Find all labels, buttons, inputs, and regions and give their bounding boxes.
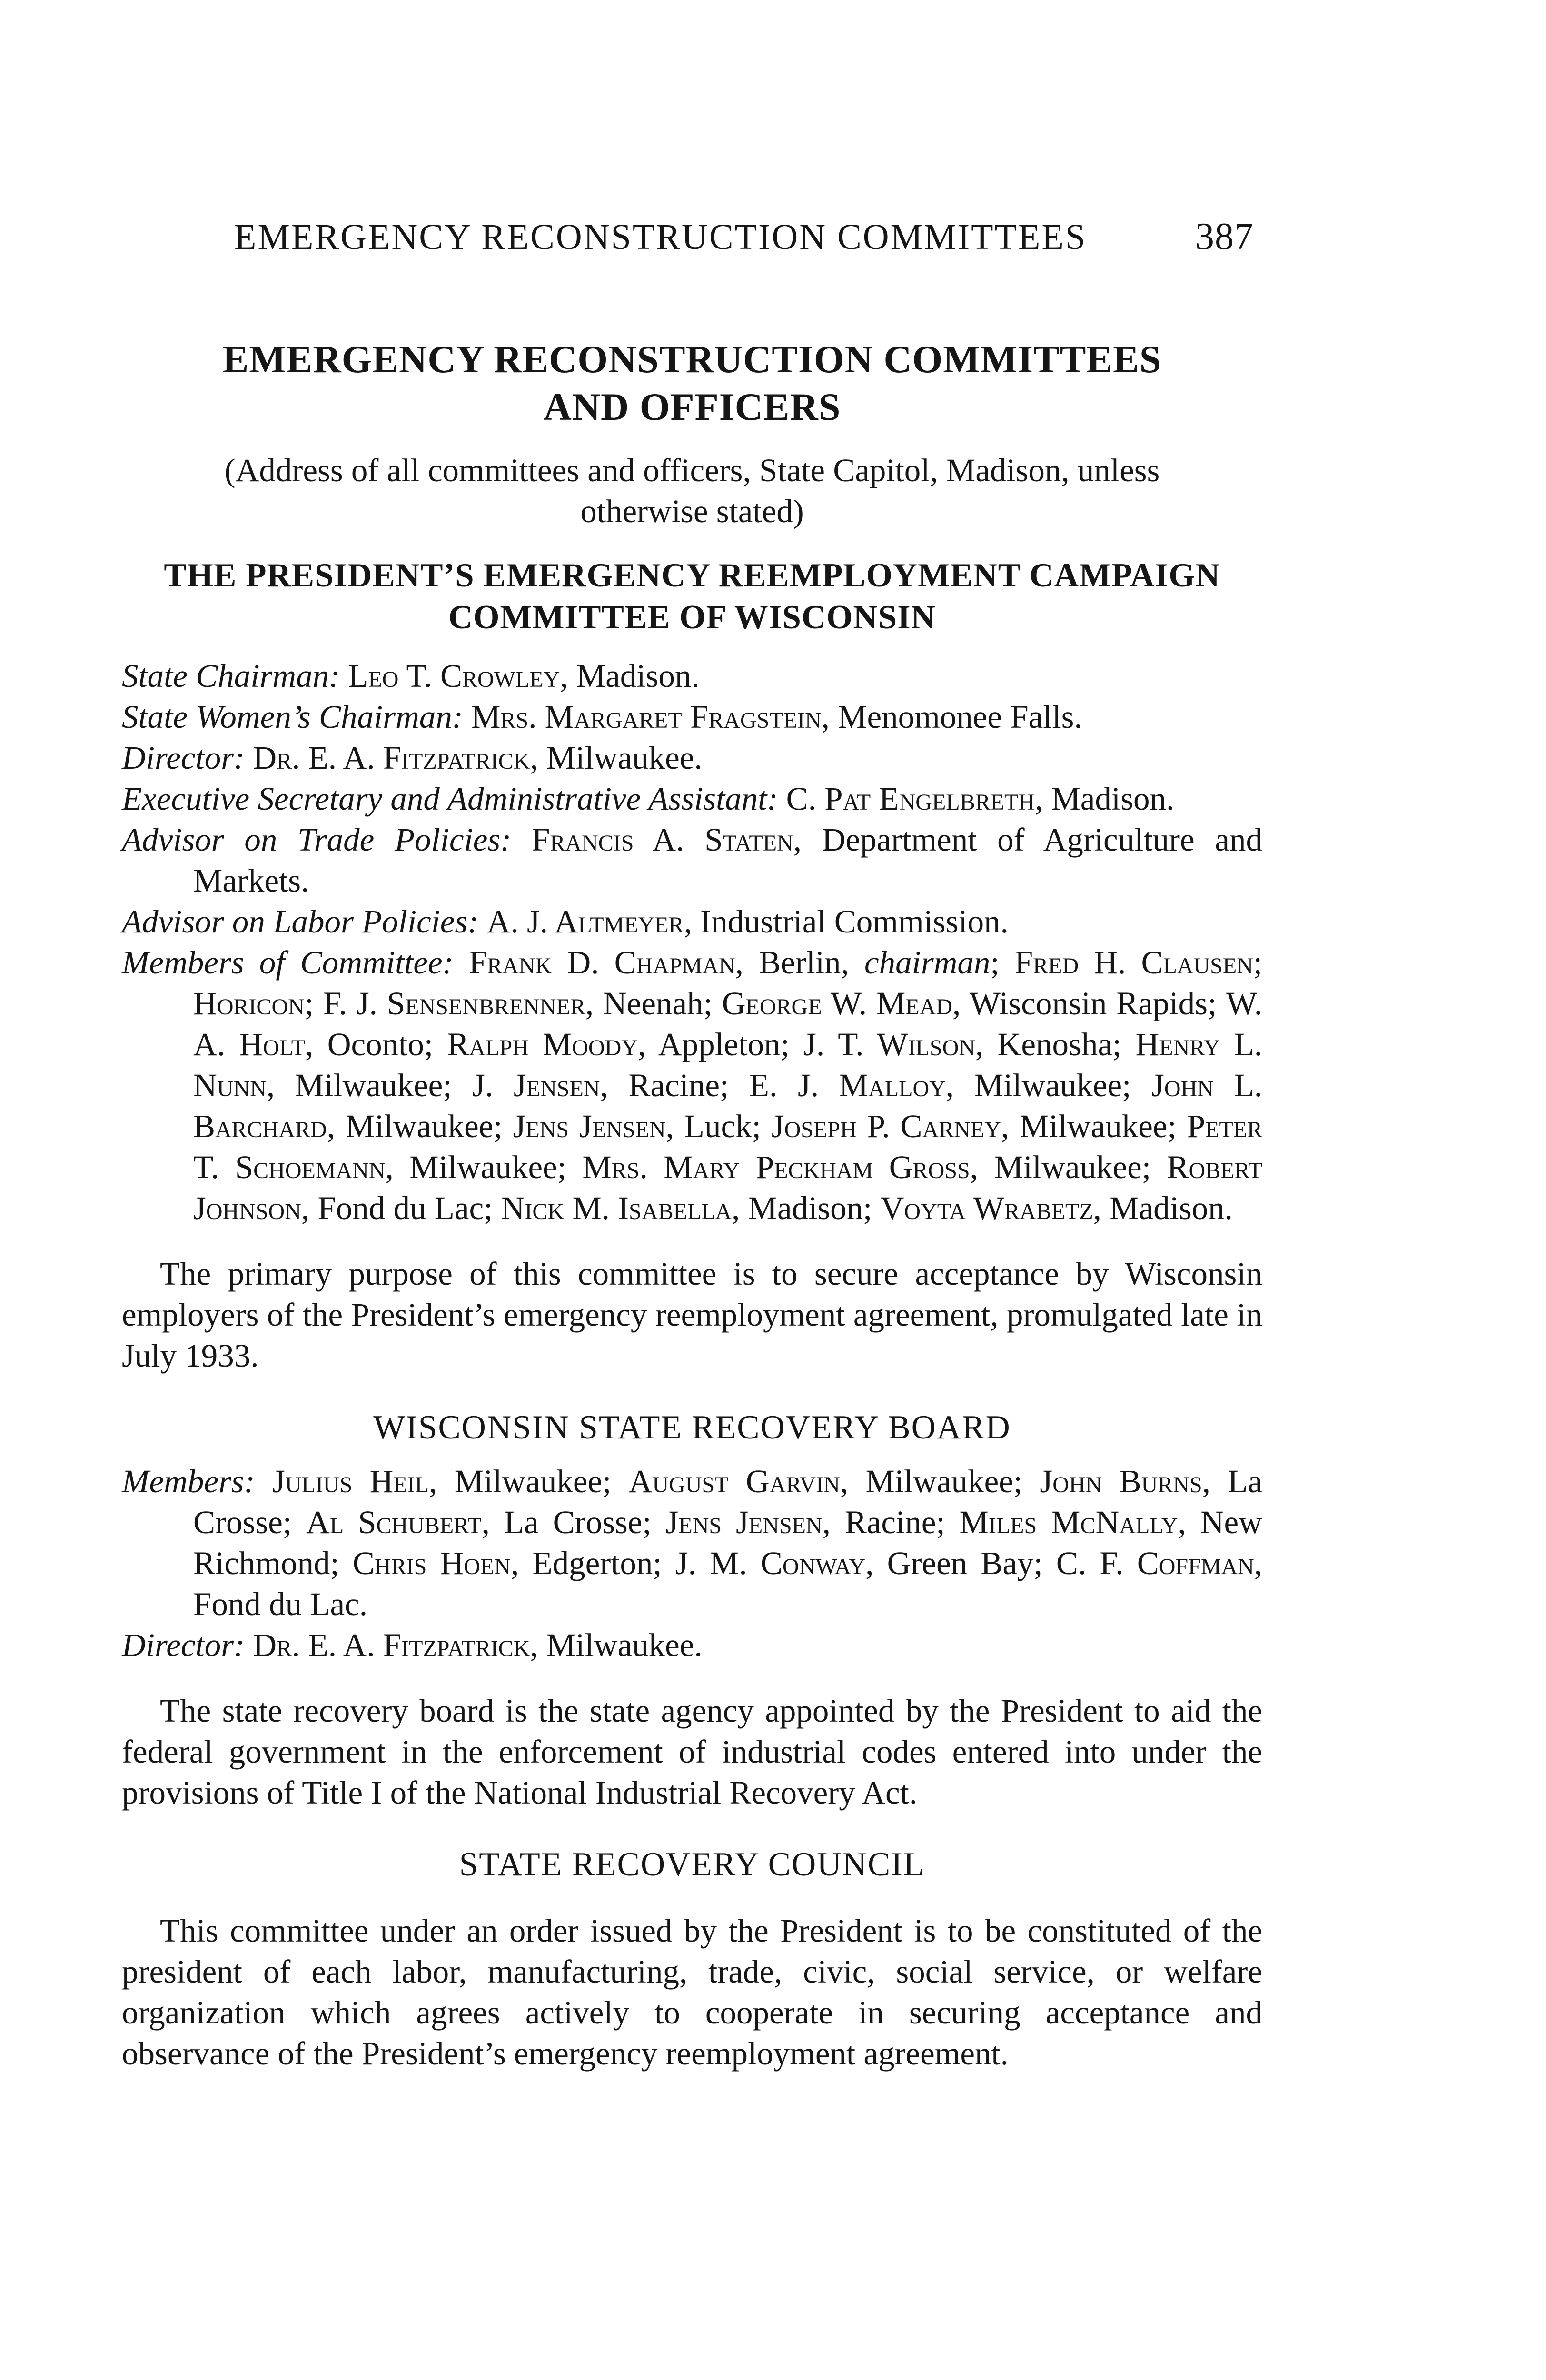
member-entry: Ralph Moody, Appleton;: [447, 1026, 804, 1062]
officer-name: Mrs. Margaret Fragstein: [471, 699, 822, 735]
running-head-title: EMERGENCY RECONSTRUCTION COMMITTEES: [234, 217, 1087, 257]
member-entry: J. Jensen, Racine;: [472, 1067, 749, 1103]
officer-name: C. Pat Engelbreth: [786, 781, 1035, 817]
committee-purpose-paragraph: The primary purpose of this committee is to secure acceptance by Wisconsin employers of the President’s emergency reemployment agreement, promulgated late in July 1933.: [122, 1256, 1262, 1374]
member-place: Racine: [844, 1504, 936, 1540]
section-title-line-1: THE PRESIDENT’S EMERGENCY REEMPLOYMENT CAMPAIGN: [164, 557, 1220, 594]
member-place: Fond du Lac: [317, 1190, 484, 1226]
member-entry: Henry L. Nunn, Milwaukee;: [193, 1026, 1263, 1103]
officer-name: Francis A. Staten: [531, 822, 793, 858]
main-title-line-2: AND OFFICERS: [543, 385, 841, 428]
member-name: Jens Jensen: [513, 1108, 666, 1144]
member-name: Frank D. Chapman: [468, 944, 735, 981]
page-body: [122, 336, 1262, 2074]
member-place: La Crosse: [504, 1504, 643, 1540]
board-director-entry: [122, 1625, 1262, 1666]
member-name: Nick M. Isabella: [501, 1190, 732, 1226]
member-entry: Chris Hoen, Edgerton;: [352, 1545, 675, 1581]
member-entry: F. J. Sensenbrenner, Neenah;: [323, 985, 722, 1021]
member-place: Milwaukee: [409, 1149, 557, 1185]
officer-name: A. J. Altmeyer: [486, 903, 684, 940]
member-entry: Peter T. Schoemann, Milwaukee;: [193, 1108, 1263, 1185]
member-name: C. F. Coffman: [1056, 1545, 1254, 1581]
member-name: Chris Hoen: [352, 1545, 511, 1581]
member-name: F. J. Sensenbrenner: [323, 985, 585, 1021]
officer-name: Dr. E. A. Fitzpatrick: [253, 1627, 530, 1663]
member-name: George W. Mead: [722, 985, 953, 1021]
member-entry: Julius Heil, Milwaukee;: [272, 1463, 629, 1499]
council-description-paragraph: This committee under an order issued by the President is to be constituted of the president of each labor, manufacturing, trade, civic, social service, or welfare organization which agrees actively to cooperate in securing acceptance and observance of the President’s emergency reemployment agreement.: [122, 1913, 1262, 2072]
officer-role: Executive Secretary and Administrative Assistant:: [122, 781, 778, 817]
address-note: (Address of all committees and officers, State Capitol, Madison, unless otherwise stated): [224, 452, 1160, 529]
member-place: Madison: [1110, 1190, 1225, 1226]
member-place: Appleton: [658, 1026, 781, 1062]
member-name: Joseph P. Carney: [771, 1108, 1001, 1144]
member-place: Racine: [628, 1067, 720, 1103]
member-place: Milwaukee: [865, 1463, 1013, 1499]
officer-entry: [122, 696, 1262, 737]
member-place: La Crosse: [193, 1463, 1263, 1540]
member-entry: George W. Mead, Wisconsin Rapids;: [722, 985, 1226, 1021]
officer-role: Advisor on Trade Policies:: [122, 822, 512, 858]
member-name: August Garvin: [628, 1463, 840, 1499]
member-entry: Al Schubert, La Crosse;: [306, 1504, 666, 1540]
member-name: Robert Johnson: [193, 1149, 1262, 1226]
member-name: Julius Heil: [272, 1463, 429, 1499]
member-name: W. A. Holt: [193, 985, 1263, 1062]
member-name: Ralph Moody: [447, 1026, 638, 1062]
officer-detail: , Milwaukee.: [530, 740, 703, 776]
main-title-line-1: EMERGENCY RECONSTRUCTION COMMITTEES: [222, 337, 1162, 381]
page-number: 387: [1195, 216, 1254, 258]
officer-entry: [122, 737, 1262, 778]
section-title-reemployment-campaign: [122, 555, 1262, 638]
member-name: J. T. Wilson: [803, 1026, 975, 1062]
officer-detail: , Industrial Commission.: [684, 903, 1009, 940]
member-entry: Mrs. Mary Peckham Gross, Milwaukee;: [582, 1149, 1167, 1185]
officer-detail: , Menomonee Falls.: [821, 699, 1082, 735]
member-place: New Richmond: [193, 1504, 1263, 1581]
member-place: Wisconsin Rapids: [969, 985, 1208, 1021]
member-name: J. M. Conway: [675, 1545, 866, 1581]
officer-role: State Chairman:: [122, 658, 340, 694]
member-name: John L. Barchard: [193, 1067, 1263, 1144]
member-place: Green Bay: [887, 1545, 1034, 1581]
member-place: Berlin: [759, 944, 841, 981]
member-entry: J. M. Conway, Green Bay;: [675, 1545, 1056, 1581]
member-entry: C. F. Coffman, Fond du Lac.: [193, 1545, 1263, 1622]
member-place: Oconto: [327, 1026, 424, 1062]
member-name: E. J. Malloy: [749, 1067, 946, 1103]
member-name: Voyta Wrabetz: [880, 1190, 1093, 1226]
member-entry: John Burns, La Crosse;: [193, 1463, 1263, 1540]
member-place: Milwaukee: [454, 1463, 603, 1499]
board-purpose-paragraph: The state recovery board is the state agency appointed by the President to aid the federal government in the enforcement of industrial codes entered into under the provisions of Title I of the National Industrial Recovery Act.: [122, 1693, 1262, 1811]
member-entry: Jens Jensen, Racine;: [665, 1504, 960, 1540]
member-place: Milwaukee: [295, 1067, 443, 1103]
member-entry: J. T. Wilson, Kenosha;: [803, 1026, 1136, 1062]
member-entry: Jens Jensen, Luck;: [513, 1108, 772, 1144]
member-entry: August Garvin, Milwaukee;: [628, 1463, 1040, 1499]
running-head: [234, 215, 1254, 258]
member-entry: E. J. Malloy, Milwaukee;: [749, 1067, 1152, 1103]
member-entry: Nick M. Isabella, Madison;: [501, 1190, 881, 1226]
section-title-state-recovery-council: STATE RECOVERY COUNCIL: [459, 1846, 925, 1883]
officer-detail: , Madison.: [1034, 781, 1175, 817]
board-members-entry: [122, 1461, 1262, 1625]
member-place: Luck: [684, 1108, 752, 1144]
member-entry: Fred H. Clausen;: [1014, 944, 1263, 981]
members-label: Members:: [122, 1463, 255, 1499]
officer-role: Advisor on Labor Policies:: [122, 903, 479, 940]
member-name: John Burns: [1040, 1463, 1202, 1499]
member-name: Horicon: [193, 985, 305, 1021]
member-place: Neenah: [603, 985, 704, 1021]
members-label: Members of Committee:: [122, 944, 454, 981]
officer-role: Director:: [122, 1627, 245, 1663]
member-place: Milwaukee: [345, 1108, 494, 1144]
committee-members-entry: [122, 942, 1262, 1229]
officer-list: [122, 655, 1262, 1229]
officer-role: State Women’s Chairman:: [122, 699, 463, 735]
main-title: [122, 336, 1262, 431]
officer-name: Leo T. Crowley: [348, 658, 560, 694]
member-name: Fred H. Clausen: [1014, 944, 1253, 981]
member-name: Al Schubert: [306, 1504, 482, 1540]
officer-detail: , Madison.: [560, 658, 700, 694]
member-place: Madison: [748, 1190, 863, 1226]
member-place: Milwaukee: [994, 1149, 1142, 1185]
member-entry: John L. Barchard, Milwaukee;: [193, 1067, 1263, 1144]
member-name: Miles McNally: [959, 1504, 1178, 1540]
member-entry: Joseph P. Carney, Milwaukee;: [771, 1108, 1187, 1144]
section-title-state-recovery-board: WISCONSIN STATE RECOVERY BOARD: [373, 1409, 1011, 1446]
member-entry: Horicon;: [193, 985, 323, 1021]
officer-detail: , Milwaukee.: [530, 1627, 703, 1663]
member-name: Jens Jensen: [665, 1504, 823, 1540]
member-entry: Frank D. Chapman, Berlin, chairman;: [468, 944, 1015, 981]
section-title-line-2: COMMITTEE OF WISCONSIN: [448, 599, 936, 636]
member-place: Kenosha: [997, 1026, 1112, 1062]
officer-detail: , Department of Agriculture and Markets.: [193, 822, 1263, 899]
member-place: Edgerton: [532, 1545, 653, 1581]
member-name: J. Jensen: [472, 1067, 600, 1103]
officer-entry: [122, 655, 1262, 696]
officer-entry: [122, 819, 1262, 901]
member-name: Mrs. Mary Peckham Gross: [582, 1149, 970, 1185]
officer-entry: [122, 778, 1262, 819]
member-entry: W. A. Holt, Oconto;: [193, 985, 1263, 1062]
officer-role: Director:: [122, 740, 245, 776]
member-note: chairman: [864, 944, 991, 981]
officer-entry: [122, 901, 1262, 942]
member-name: Henry L. Nunn: [193, 1026, 1263, 1103]
member-entry: Robert Johnson, Fond du Lac;: [193, 1149, 1262, 1226]
member-name: Peter T. Schoemann: [193, 1108, 1263, 1185]
member-entry: Miles McNally, New Richmond;: [193, 1504, 1263, 1581]
member-place: Fond du Lac: [193, 1586, 359, 1622]
member-entry: Voyta Wrabetz, Madison.: [880, 1190, 1233, 1226]
member-place: Milwaukee: [1020, 1108, 1168, 1144]
officer-name: Dr. E. A. Fitzpatrick: [253, 740, 530, 776]
member-place: Milwaukee: [974, 1067, 1122, 1103]
